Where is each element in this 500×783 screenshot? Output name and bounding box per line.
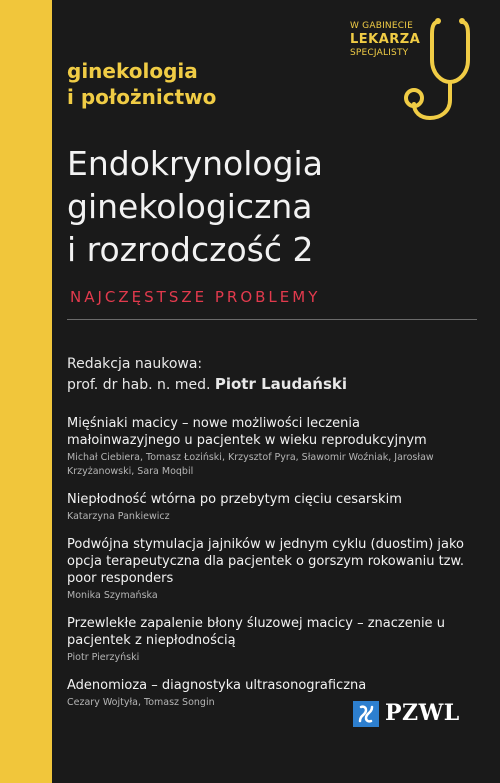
toc-entry-authors: Monika Szymańska bbox=[67, 590, 158, 601]
toc-entry-title: Mięśniaki macicy – nowe możliwości leczenia małoinwazyjnego u pacjentek w wieku reprodukcyjnym bbox=[67, 416, 427, 448]
yellow-spine-band bbox=[0, 0, 52, 783]
title-line-3: i rozrodczość 2 bbox=[67, 230, 314, 269]
pzwl-logo-icon bbox=[353, 701, 379, 727]
badge-line-1: W GABINECIE bbox=[350, 21, 413, 31]
toc-entry-authors: Katarzyna Pankiewicz bbox=[67, 511, 170, 522]
series-title bbox=[67, 58, 216, 110]
toc-entry-title: Podwójna stymulacja jajników w jednym cyklu (duostim) jako opcja terapeutyczna dla pacjentek o gorszym rokowaniu tzw. poor responders bbox=[67, 537, 465, 586]
toc-entry-authors: Michał Ciebiera, Tomasz Łoziński, Krzysztof Pyra, Sławomir Woźniak, Jarosław Krzyżanowski, Sara Moqbil bbox=[67, 452, 434, 477]
toc-entry-title: Niepłodność wtórna po przebytym cięciu cesarskim bbox=[67, 492, 402, 507]
toc-entry bbox=[67, 415, 477, 479]
toc-entry bbox=[67, 536, 477, 603]
editor-line bbox=[67, 374, 347, 395]
title-line-2: ginekologiczna bbox=[67, 187, 313, 226]
toc-entry-authors: Cezary Wojtyła, Tomasz Songin bbox=[67, 697, 215, 708]
series-badge bbox=[350, 12, 490, 132]
stethoscope-icon bbox=[390, 12, 490, 127]
toc-entry-title: Przewlekłe zapalenie błony śluzowej macicy – znaczenie u pacjentek z niepłodnością bbox=[67, 616, 445, 648]
editor-block bbox=[67, 354, 347, 395]
toc-entry-title: Adenomioza – diagnostyka ultrasonograficzna bbox=[67, 678, 367, 693]
book-title bbox=[67, 142, 477, 271]
title-line-1: Endokrynologia bbox=[67, 144, 323, 183]
badge-line-2: LEKARZA bbox=[350, 32, 421, 47]
divider bbox=[67, 319, 477, 320]
editor-prefix: prof. dr hab. n. med. bbox=[67, 377, 211, 393]
toc-entry bbox=[67, 615, 477, 665]
toc-entry bbox=[67, 491, 477, 524]
publisher-name: PZWL bbox=[385, 700, 460, 726]
badge-line-3: SPECJALISTY bbox=[350, 48, 409, 58]
series-line-2: i położnictwo bbox=[67, 85, 217, 109]
book-subtitle: NAJCZĘSTSZE PROBLEMY bbox=[70, 288, 321, 306]
editor-name: Piotr Laudański bbox=[214, 375, 348, 393]
table-of-contents bbox=[67, 415, 477, 722]
toc-entry-authors: Piotr Pierzyński bbox=[67, 652, 140, 663]
series-line-1: ginekologia bbox=[67, 59, 198, 83]
editor-label: Redakcja naukowa: bbox=[67, 356, 203, 372]
